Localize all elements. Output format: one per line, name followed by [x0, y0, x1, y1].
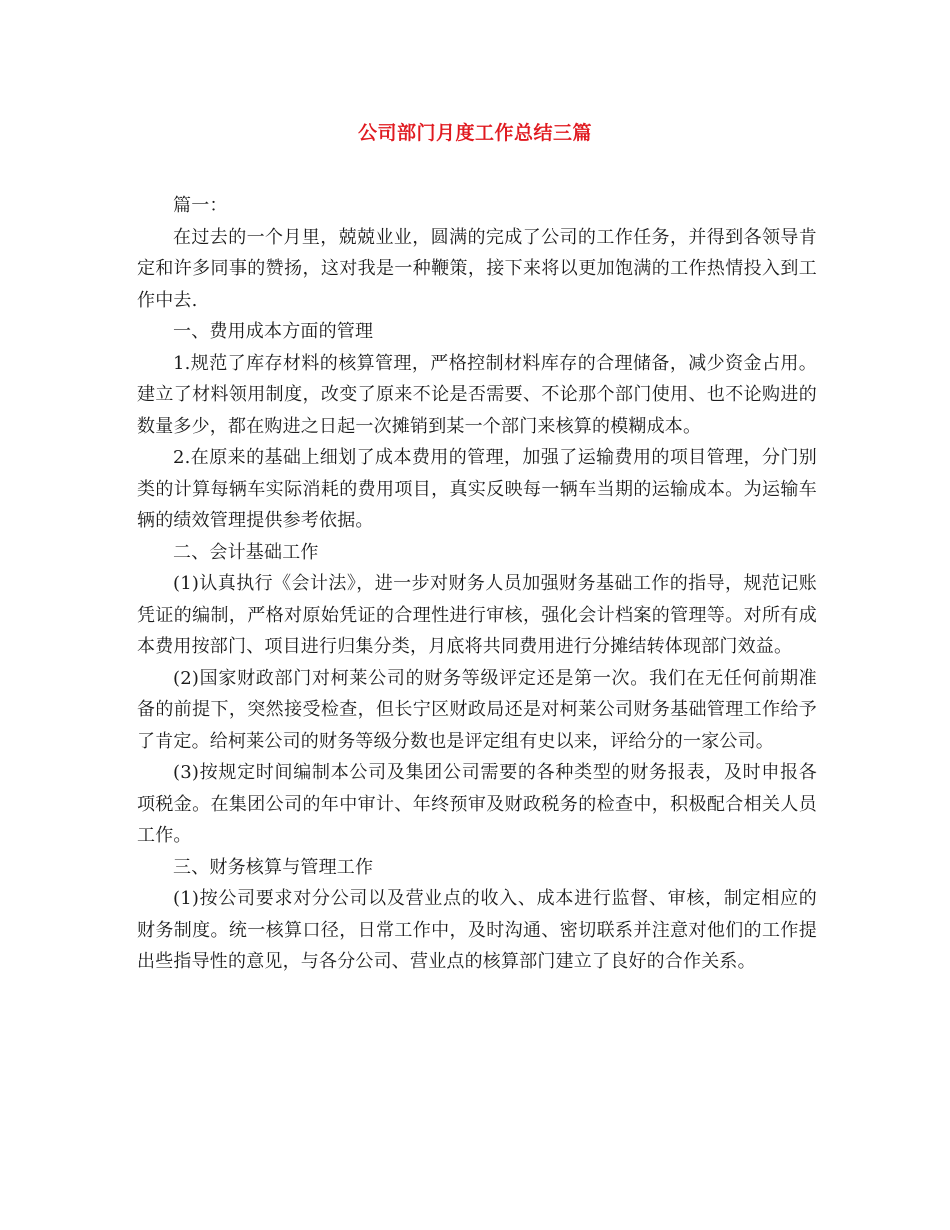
paragraph-finance-1: (1)按公司要求对分公司以及营业点的收入、成本进行监督、审核，制定相应的财务制度。统一核算口径，日常工作中，及时沟通、密切联系并注意对他们的工作提出些指导性的意见，与各分公司、营业点的核算部门建立了良好的合作关系。: [137, 888, 817, 972]
document-body: [137, 190, 817, 978]
paragraph-accounting-3: (3)按规定时间编制本公司及集团公司需要的各种类型的财务报表，及时申报各项税金。在集团公司的年中审计、年终预审及财政税务的检查中，积极配合相关人员工作。: [137, 762, 817, 846]
section-heading-finance: 三、财务核算与管理工作: [173, 856, 374, 878]
paragraph-accounting-2: (2)国家财政部门对柯莱公司的财务等级评定还是第一次。我们在无任何前期准备的前提下，突然接受检查，但长宁区财政局还是对柯莱公司财务基础管理工作给予了肯定。给柯莱公司的财务等级分数也是评定组有史以来，评给分的一家公司。: [137, 667, 817, 752]
section-heading-accounting: 二、会计基础工作: [173, 541, 319, 563]
document-title: 公司部门月度工作总结三篇: [357, 122, 592, 144]
section-label: 篇一：: [173, 195, 228, 216]
paragraph-cost-1: 1.规范了库存材料的核算管理，严格控制材料库存的合理储备，减少资金占用。建立了材料领用制度，改变了原来不论是否需要、不论那个部门使用、也不论购进的数量多少，都在购进之日起一次摊销到某一个部门来核算的模糊成本。: [137, 352, 817, 437]
intro-paragraph: 在过去的一个月里，兢兢业业，圆满的完成了公司的工作任务，并得到各领导肯定和许多同事的赞扬，这对我是一种鞭策，接下来将以更加饱满的工作热情投入到工作中去.: [137, 226, 817, 311]
paragraph-cost-2: 2.在原来的基础上细划了成本费用的管理，加强了运输费用的项目管理，分门别类的计算每辆车实际消耗的费用项目，真实反映每一辆车当期的运输成本。为运输车辆的绩效管理提供参考依据。: [137, 447, 817, 531]
paragraph-accounting-1: (1)认真执行《会计法》，进一步对财务人员加强财务基础工作的指导，规范记账凭证的编制，严格对原始凭证的合理性进行审核，强化会计档案的管理等。对所有成本费用按部门、项目进行归集分类，月底将共同费用进行分摊结转体现部门效益。: [137, 573, 817, 657]
section-heading-cost: 一、费用成本方面的管理: [173, 321, 374, 342]
